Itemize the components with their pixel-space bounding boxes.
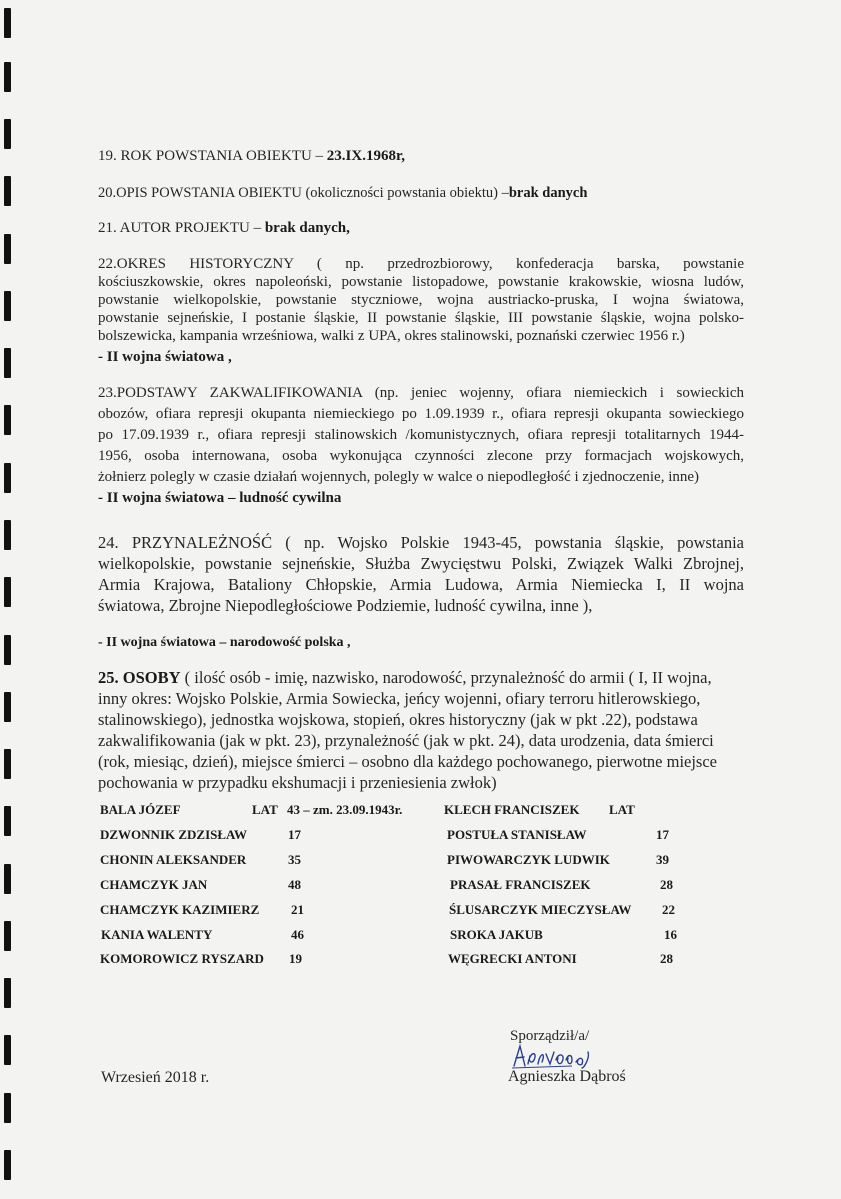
person-age: 21 bbox=[291, 902, 304, 917]
person-name: DZWONNIK ZDZISŁAW bbox=[100, 827, 248, 842]
person-age: 35 bbox=[288, 852, 301, 867]
person-name: KOMOROWICZ RYSZARD bbox=[100, 951, 264, 966]
binder-hole-mark bbox=[4, 577, 11, 607]
item-22-value: - II wojna światowa , bbox=[98, 349, 232, 365]
item-23-line: po 17.09.1939 r., ofiara represji stalinowskich /komunistycznych, ofiara represji totalitarnych 1944- bbox=[98, 427, 744, 443]
binder-hole-mark bbox=[4, 806, 11, 836]
item-25-line: inny okres: Wojsko Polskie, Armia Sowiecka, jeńcy wojenni, ofiary terroru hitlerowskiego, bbox=[98, 689, 701, 708]
binder-hole-mark bbox=[4, 463, 11, 493]
person-row bbox=[100, 951, 700, 971]
binder-hole-mark bbox=[4, 291, 11, 321]
binder-hole-mark bbox=[4, 62, 11, 92]
person-age: 19 bbox=[289, 951, 302, 966]
person-name: CHAMCZYK KAZIMIERZ bbox=[100, 902, 260, 917]
person-age: 28 bbox=[660, 877, 673, 892]
binder-hole-mark bbox=[4, 692, 11, 722]
item-24-value: - II wojna światowa – narodowość polska , bbox=[98, 635, 351, 650]
binder-hole-mark bbox=[4, 405, 11, 435]
person-name: SROKA JAKUB bbox=[450, 927, 543, 942]
person-row bbox=[100, 877, 700, 897]
person-age: 17 bbox=[656, 827, 669, 842]
person-name: CHAMCZYK JAN bbox=[100, 877, 208, 892]
binder-hole-mark bbox=[4, 978, 11, 1008]
item-22-line: kościuszkowskie, okres napoleoński, powstanie listopadowe, powstanie krakowskie, wiosna ludów, bbox=[98, 274, 744, 290]
binder-hole-mark bbox=[4, 635, 11, 665]
person-age: 16 bbox=[664, 927, 677, 942]
person-name: PIWOWARCZYK LUDWIK bbox=[447, 852, 610, 867]
binder-hole-mark bbox=[4, 176, 11, 206]
item-24-line: 24. PRZYNALEŻNOŚĆ ( np. Wojsko Polskie 1943-45, powstania śląskie, powstania bbox=[98, 533, 744, 552]
item-25-line: zakwalifikowania (jak w pkt. 23), przynależność (jak w pkt. 24), data urodzenia, data śmierci bbox=[98, 731, 714, 750]
item-25-line: (rok, miesiąc, dzień), miejsce śmierci – osobno dla każdego pochowanego, pierwotne miejsce bbox=[98, 752, 717, 771]
person-age: 43 – zm. 23.09.1943r. bbox=[287, 802, 403, 817]
person-age: 22 bbox=[662, 902, 675, 917]
item-23-line: żołnierz polegly w czasie działań wojennych, polegly w walce o niepodległość i zjednoczenie, inne) bbox=[98, 469, 700, 485]
person-age: 48 bbox=[288, 877, 301, 892]
item-22-line: 22.OKRES HISTORYCZNY ( np. przedrozbiorowy, konfederacja barska, powstanie bbox=[98, 256, 744, 272]
item-20: 20.OPIS POWSTANIA OBIEKTU (okoliczności powstania obiektu) –brak danych bbox=[98, 185, 588, 201]
author-name: Agnieszka Dąbroś bbox=[508, 1068, 626, 1085]
item-22-line: powstanie sejneńskie, I postanie śląskie, II powstanie śląskie, III powstanie śląskie, wojna polsko- bbox=[98, 310, 744, 326]
item-23-line: 1956, osoba internowana, osoba wykonująca czynności zlecone przy formacjach wojskowych, bbox=[98, 448, 744, 464]
person-name: KLECH FRANCISZEK bbox=[444, 802, 580, 817]
person-name: WĘGRECKI ANTONI bbox=[448, 951, 577, 966]
item-21-value: brak danych, bbox=[264, 220, 350, 236]
person-name: PRASAŁ FRANCISZEK bbox=[450, 877, 591, 892]
person-name: KANIA WALENTY bbox=[101, 927, 213, 942]
person-name: ŚLUSARCZYK MIECZYSŁAW bbox=[449, 902, 632, 917]
item-25-line: 25. OSOBY ( ilość osób - imię, nazwisko, narodowość, przynależność do armii ( I, II wojna, bbox=[98, 668, 712, 687]
person-age: 28 bbox=[660, 951, 673, 966]
binder-hole-mark bbox=[4, 921, 11, 951]
binder-hole-mark bbox=[4, 520, 11, 550]
person-age: 39 bbox=[656, 852, 669, 867]
item-23-line: obozów, ofiara represji okupanta niemieckiego po 1.09.1939 r., ofiara represji okupanta sowieckiego bbox=[98, 406, 744, 422]
binder-hole-mark bbox=[4, 234, 11, 264]
person-name: BALA JÓZEF bbox=[100, 802, 181, 817]
person-row bbox=[100, 802, 700, 822]
binder-hole-mark bbox=[4, 1035, 11, 1065]
person-age-label: LAT bbox=[252, 802, 278, 817]
item-25-line: pochowania w przypadku ekshumacji i przeniesienia zwłok) bbox=[98, 773, 497, 792]
item-23-value: - II wojna światowa – ludność cywilna bbox=[98, 490, 342, 506]
person-age: 17 bbox=[288, 827, 301, 842]
item-19: 19. ROK POWSTANIA OBIEKTU – 23.IX.1968r, bbox=[98, 148, 405, 164]
handwritten-signature bbox=[510, 1040, 600, 1070]
binder-hole-mark bbox=[4, 348, 11, 378]
item-24-line: światowa, Zbrojne Niepodległościowe Podziemie, ludność cywilna, inne ), bbox=[98, 596, 593, 615]
item-19-value: 23.IX.1968r, bbox=[326, 148, 405, 164]
person-age: LAT bbox=[609, 802, 635, 817]
person-age: 46 bbox=[291, 927, 304, 942]
person-row bbox=[100, 827, 700, 847]
binder-hole-mark bbox=[4, 8, 11, 38]
item-20-value: brak danych bbox=[508, 185, 588, 201]
binder-hole-mark bbox=[4, 1093, 11, 1123]
document-date: Wrzesień 2018 r. bbox=[101, 1069, 210, 1086]
person-name: POSTUŁA STANISŁAW bbox=[447, 827, 587, 842]
item-24-line: wielkopolskie, powstanie sejneńskie, Służba Zwycięstwu Polski, Związek Walki Zbrojnej, bbox=[98, 554, 744, 573]
binder-hole-mark bbox=[4, 749, 11, 779]
item-24-line: Armia Krajowa, Bataliony Chłopskie, Armia Ludowa, Armia Niemiecka I, II wojna bbox=[98, 575, 744, 594]
person-row bbox=[100, 927, 700, 947]
item-23-line: 23.PODSTAWY ZAKWALIFIKOWANIA (np. jeniec wojenny, ofiara niemieckich i sowieckich bbox=[98, 385, 744, 401]
person-row bbox=[100, 852, 700, 872]
item-25-label: 25. OSOBY bbox=[98, 668, 181, 687]
binder-hole-mark bbox=[4, 864, 11, 894]
item-21: 21. AUTOR PROJEKTU – brak danych, bbox=[98, 220, 350, 236]
binder-hole-mark bbox=[4, 1150, 11, 1180]
item-22-line: bolszewicka, kampania wrześniowa, walki z UPA, okres stalinowski, poznański czerwiec 1956 r.) bbox=[98, 328, 685, 344]
person-row bbox=[100, 902, 700, 922]
item-22-line: powstanie wielkopolskie, powstanie styczniowe, wojna austriacko-pruska, I wojna światowa, bbox=[98, 292, 744, 308]
binder-hole-mark bbox=[4, 119, 11, 149]
person-name: CHONIN ALEKSANDER bbox=[100, 852, 247, 867]
prepared-by-label: Sporządził/a/ bbox=[510, 1028, 590, 1044]
item-25-line: stalinowskiego), jednostka wojskowa, stopień, okres historyczny (jak w pkt .22), podstawa bbox=[98, 710, 698, 729]
binder-hole-strip bbox=[4, 0, 18, 1199]
